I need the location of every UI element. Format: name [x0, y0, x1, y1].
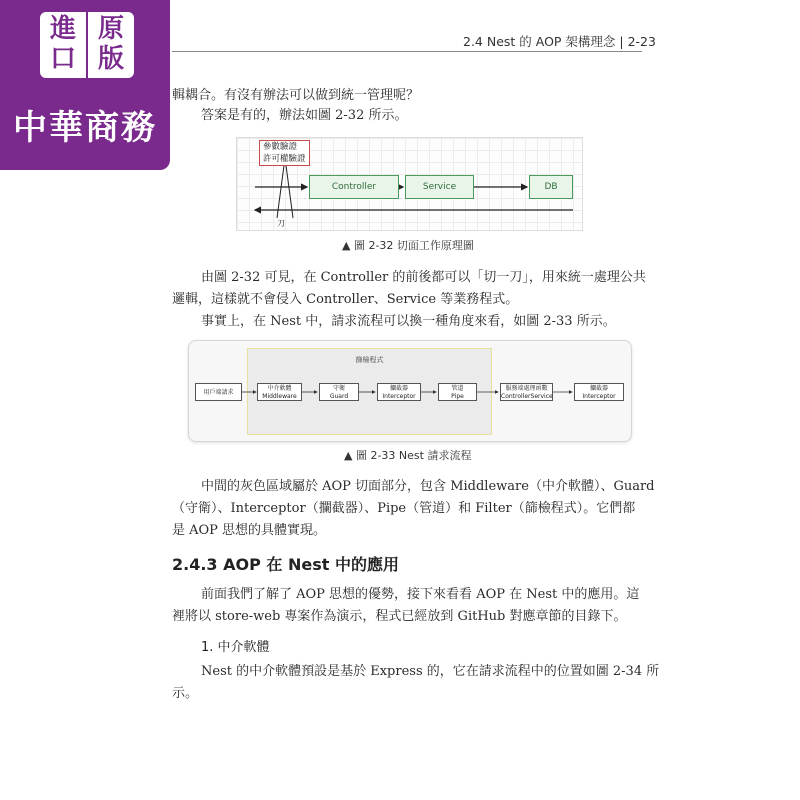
paragraph-1: 輯耦合。有沒有辦法可以做到統一管理呢？ — [172, 88, 420, 103]
section-heading: 2.4.3 AOP 在 Nest 中的應用 — [172, 555, 399, 574]
paragraph-6-line-2: 裡將以 store-web 專案作為演示，程式已經放到 GitHub 對應章節的目錄下。 — [172, 609, 627, 624]
paragraph-3-line-1: 由圖 2-32 可見，在 Controller 的前後都可以「切一刀」，用來統一處理公共 — [201, 270, 646, 285]
knife-line-right — [285, 158, 293, 218]
paragraph-2: 答案是有的，辦法如圖 2-32 所示。 — [201, 108, 408, 123]
controller-box: Controller — [309, 175, 399, 199]
knife-line-left — [277, 158, 285, 218]
node-interceptor: 攔截器 Interceptor — [377, 383, 421, 401]
paragraph-5-line-3: 是 AOP 思想的具體實現。 — [172, 523, 327, 538]
badge-char-4: 版 — [97, 44, 124, 74]
node-controller-service: 服務端處理函數 ControllerService — [501, 385, 553, 400]
db-box: DB — [529, 175, 573, 199]
paragraph-5-line-1: 中間的灰色區域屬於 AOP 切面部分，包含 Middleware（中介軟體）、Guard — [201, 479, 655, 494]
badge-char-2: 原 — [97, 14, 124, 44]
paragraph-6-line-1: 前面我們了解了 AOP 思想的優勢，接下來看看 AOP 在 Nest 中的應用。這 — [201, 587, 640, 602]
param-validation-label: 參數驗證 — [263, 142, 298, 152]
knife-label: 刀 — [277, 219, 285, 228]
running-head: 2.4 Nest 的 AOP 架構理念 | 2-23 — [463, 34, 656, 49]
figure1-caption: ▲ 圖 2-32 切面工作原理圖 — [342, 239, 474, 252]
paragraph-7-line-2: 示。 — [172, 686, 199, 701]
service-box: Service — [405, 175, 474, 199]
node-client-request: 用戶端請求 — [195, 383, 242, 401]
paragraph-7-line-1: Nest 的中介軟體預設是基於 Express 的，它在請求流程中的位置如圖 2-34 所 — [201, 664, 660, 679]
node-guard: 守衛 Guard — [319, 383, 359, 401]
red-label-box — [259, 140, 310, 166]
paragraph-5-line-2: （守衛）、Interceptor（攔截器）、Pipe（管道）和 Filter（篩檢程式）。它們都 — [172, 501, 636, 516]
badge-brand: 中華商務 — [13, 108, 157, 148]
aop-region-label: 篩檢程式 — [355, 356, 384, 364]
badge-char-1: 進 — [49, 14, 76, 44]
header-rule — [172, 51, 642, 52]
sub-heading: 1. 中介軟體 — [201, 640, 270, 655]
figure-aspect-diagram — [236, 137, 583, 231]
book-icon — [40, 12, 130, 80]
badge-char-3: 口 — [49, 44, 76, 74]
figure-nest-request-flow — [188, 340, 632, 442]
figure2-caption: ▲ 圖 2-33 Nest 請求流程 — [344, 449, 472, 462]
node-pipe: 管道 Pipe — [438, 383, 477, 401]
paragraph-4: 事實上，在 Nest 中，請求流程可以換一種角度來看，如圖 2-33 所示。 — [201, 314, 616, 329]
node-interceptor-after: 攔截器 Interceptor — [574, 383, 624, 401]
paragraph-3-line-2: 邏輯，這樣就不會侵入 Controller、Service 等業務程式。 — [172, 292, 519, 307]
publisher-badge — [0, 0, 170, 170]
permission-validation-label: 許可權驗證 — [263, 154, 306, 164]
node-middleware: 中介軟體 Middleware — [257, 383, 302, 401]
